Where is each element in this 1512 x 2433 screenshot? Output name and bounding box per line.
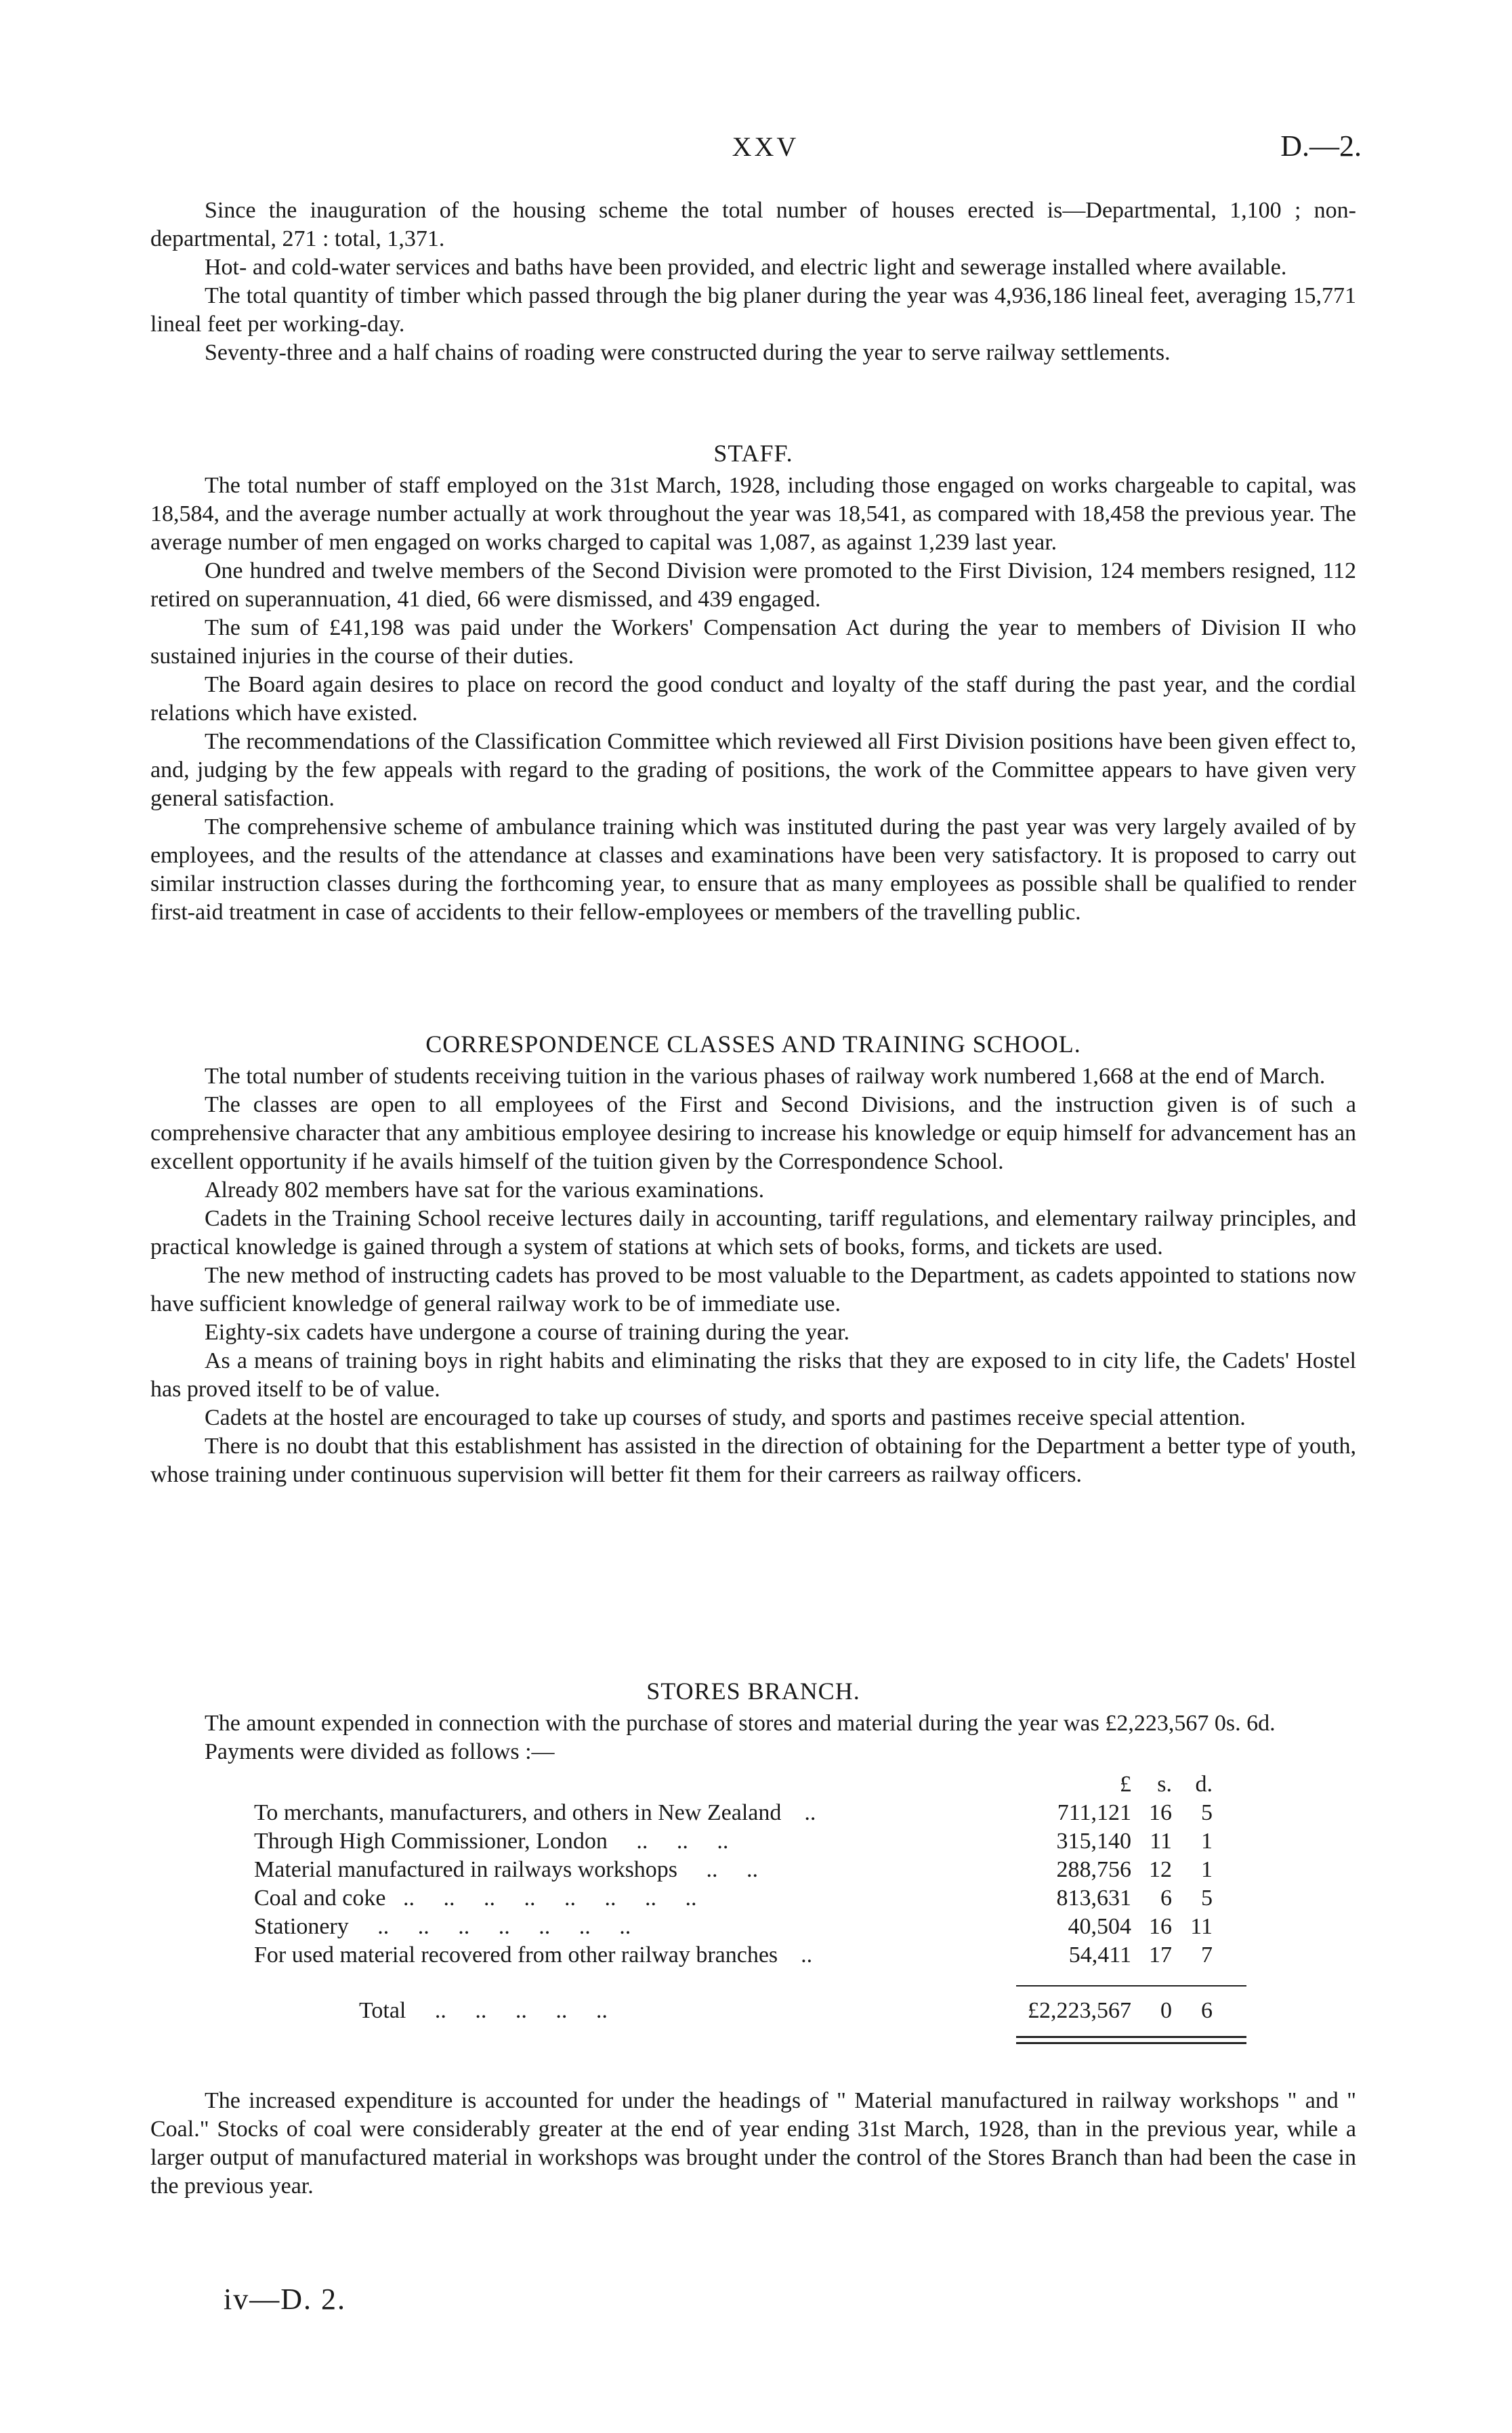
row-pence: 5 [1201, 1886, 1213, 1911]
row-shillings: 17 [1149, 1942, 1172, 1968]
paragraph: As a means of training boys in right habits and eliminating the risks that they are exposed to in city life, the Cadets' Hostel has proved itself to be of value. [150, 1348, 1356, 1402]
total-row [203, 1997, 1253, 2025]
shillings-header: s. [1157, 1772, 1172, 1797]
stores-section [150, 1677, 1356, 1766]
row-label: To merchants, manufacturers, and others in New Zealand [254, 1800, 782, 1825]
row-pounds: 315,140 [1056, 1829, 1131, 1854]
row-pence: 1 [1201, 1829, 1213, 1854]
housing-section [150, 196, 1356, 367]
row-label: Coal and coke [254, 1886, 386, 1911]
paragraph: The recommendations of the Classification Committee which reviewed all First Division positions have been given effect to, and, judging by the few appeals with regard to the grading of positions, the work of the Committee appears to have given very general satisfaction. [150, 729, 1356, 811]
row-pounds: 813,631 [1056, 1886, 1131, 1911]
section-heading-staff: STAFF. [713, 440, 793, 467]
row-pounds: 54,411 [1068, 1942, 1131, 1968]
section-heading-correspondence: CORRESPONDENCE CLASSES AND TRAINING SCHOOL. [425, 1031, 1081, 1058]
paragraph: One hundred and twelve members of the Second Division were promoted to the First Division, 124 members resigned, 112 retired on superannuation, 41 died, 66 were dismissed, and 439 engaged. [150, 558, 1356, 612]
subtotal-rule [1016, 1985, 1246, 1987]
table-row [203, 1856, 1253, 1884]
row-pence: 1 [1201, 1857, 1213, 1882]
leader-dots: .. .. .. [607, 1829, 729, 1854]
paragraph: Cadets in the Training School receive lectures daily in accounting, tariff regulations, and elementary railway principles, and practical knowledge is gained through a system of stations at which sets of books, forms, and tickets are used. [150, 1206, 1356, 1260]
paragraph: Hot- and cold-water services and baths have been provided, and electric light and sewerage installed where available. [205, 255, 1287, 280]
row-pounds: 40,504 [1068, 1914, 1131, 1939]
table-row [203, 1941, 1253, 1970]
paragraph: The total quantity of timber which passed through the big planer during the year was 4,936,186 lineal feet, averaging 15,771 lineal feet per working-day. [150, 283, 1356, 337]
pounds-header: £ [1120, 1772, 1131, 1797]
total-label: Total [359, 1998, 406, 2023]
paragraph: The total number of students receiving tuition in the various phases of railway work numbered 1,668 at the end of March. [205, 1064, 1326, 1089]
row-shillings: 11 [1150, 1829, 1172, 1854]
row-shillings: 6 [1160, 1886, 1172, 1911]
stores-closing [150, 2087, 1356, 2201]
row-pence: 11 [1190, 1914, 1213, 1939]
paragraph: Eighty-six cadets have undergone a course of training during the year. [205, 1320, 850, 1345]
paragraph: The increased expenditure is accounted for under the headings of " Material manufactured in railway workshops " and " Coal." Stocks of coal were considerably greater at the end of year ending 31st March, 1928, than in the previous year, while a larger output of manufactured material in workshops was brought under the control of the Stores Branch than had been the case in the previous year. [150, 2088, 1356, 2199]
stores-payments-table [203, 1770, 1253, 2025]
document-reference: D.—2. [1280, 129, 1362, 163]
leader-dots: .. .. .. .. .. [406, 1998, 608, 2023]
row-pence: 7 [1201, 1942, 1213, 1968]
table-row [203, 1913, 1253, 1941]
pence-header: d. [1195, 1772, 1213, 1797]
paragraph: The sum of £41,198 was paid under the Workers' Compensation Act during the year to members of Division II who sustained injuries in the course of their duties. [150, 615, 1356, 669]
total-shillings: 0 [1160, 1998, 1172, 2023]
paragraph: Cadets at the hostel are encouraged to take up courses of study, and sports and pastimes receive special attention. [205, 1405, 1246, 1430]
paragraph: The new method of instructing cadets has proved to be most valuable to the Department, as cadets appointed to stations now have sufficient knowledge of general railway work to be of immediate use. [150, 1263, 1356, 1316]
paragraph: The amount expended in connection with the purchase of stores and material during the year was £2,223,567 0s. 6d. [205, 1711, 1276, 1736]
paragraph: The Board again desires to place on record the good conduct and loyalty of the staff during the past year, and the cordial relations which have existed. [150, 672, 1356, 726]
leader-dots: .. .. .. .. .. .. .. [348, 1914, 631, 1939]
paragraph: Seventy-three and a half chains of roading were constructed during the year to serve railway settlements. [205, 340, 1171, 365]
total-double-rule [1016, 2036, 1246, 2044]
paragraph: The classes are open to all employees of the First and Second Divisions, and the instruction given is of such a comprehensive character that any ambitious employee desiring to increase his knowledge or equip himself for advancement has an excellent opportunity if he avails himself of the tuition given by the Correspondence School. [150, 1092, 1356, 1174]
table-row [203, 1884, 1253, 1913]
row-shillings: 16 [1149, 1914, 1172, 1939]
section-heading-stores: STORES BRANCH. [646, 1678, 860, 1705]
leader-dots: .. [778, 1942, 813, 1968]
total-pence: 6 [1201, 1998, 1213, 2023]
leader-dots: .. .. .. .. .. .. .. .. [385, 1886, 697, 1911]
paragraph: The total number of staff employed on the 31st March, 1928, including those engaged on works chargeable to capital, was 18,584, and the average number actually at work throughout the year was 18,541, as compared with 18,458 the previous year. The average number of men engaged on works charged to capital was 1,087, as against 1,239 last year. [150, 473, 1356, 555]
table-row [203, 1827, 1253, 1856]
row-label: For used material recovered from other railway branches [254, 1942, 778, 1968]
paragraph: There is no doubt that this establishment has assisted in the direction of obtaining for the Department a better type of youth, whose training under continuous supervision will better fit them for their carreers as railway officers. [150, 1434, 1356, 1487]
row-label: Through High Commissioner, London [254, 1829, 608, 1854]
page-number: XXV [732, 131, 799, 162]
row-shillings: 12 [1149, 1857, 1172, 1882]
row-label: Material manufactured in railways workshops [254, 1857, 678, 1882]
table-header-row [203, 1770, 1253, 1799]
staff-section [150, 439, 1356, 927]
table-body [203, 1799, 1253, 1970]
row-shillings: 16 [1149, 1800, 1172, 1825]
leader-dots: .. .. [677, 1857, 759, 1882]
row-pounds: 288,756 [1056, 1857, 1131, 1882]
leader-dots: .. [781, 1800, 816, 1825]
footer-signature: iv—D. 2. [224, 2283, 346, 2316]
row-label: Stationery [254, 1914, 349, 1939]
correspondence-section [150, 1030, 1356, 1489]
table-row [203, 1799, 1253, 1827]
row-pounds: 711,121 [1057, 1800, 1131, 1825]
table-intro: Payments were divided as follows :— [205, 1739, 555, 1764]
paragraph: Already 802 members have sat for the various examinations. [205, 1178, 765, 1203]
row-pence: 5 [1201, 1800, 1213, 1825]
paragraph: The comprehensive scheme of ambulance training which was instituted during the past year was very largely availed of by employees, and the results of the attendance at classes and examinations have been very satisfactory. It is proposed to carry out similar instruction classes during the forthcoming year, to ensure that as many employees as possible shall be qualified to render first-aid treatment in case of accidents to their fellow-employees or members of the travelling public. [150, 814, 1356, 925]
total-pounds: £2,223,567 [1028, 1998, 1131, 2023]
paragraph: Since the inauguration of the housing scheme the total number of houses erected is—Departmental, 1,100 ; non-departmental, 271 : total, 1,371. [150, 198, 1356, 251]
